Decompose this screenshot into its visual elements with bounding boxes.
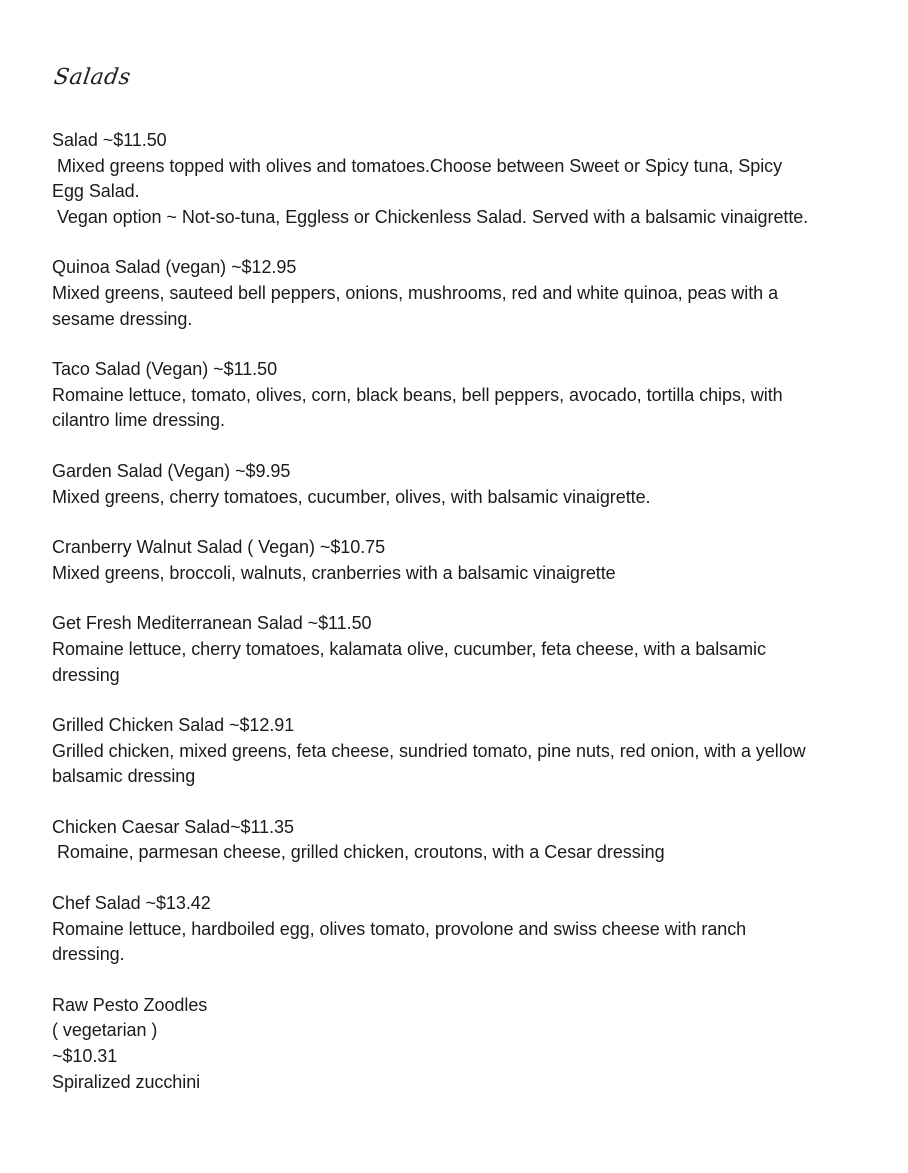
menu-item	[52, 535, 882, 586]
item-name: Salad ~$11.50	[52, 130, 167, 150]
menu-list	[52, 128, 882, 1120]
item-name: Quinoa Salad (vegan) ~$12.95	[52, 257, 297, 278]
menu-item	[52, 713, 882, 790]
item-description-line: Mixed greens topped with olives and tomatoes.Choose between Sweet or Spicy tuna, Spicy	[52, 155, 783, 176]
menu-item	[52, 255, 882, 332]
item-name: Cranberry Walnut Salad ( Vegan) ~$10.75	[52, 537, 386, 558]
item-name: Get Fresh Mediterranean Salad ~$11.50	[52, 613, 372, 634]
menu-item	[52, 128, 882, 230]
item-description-line: Spiralized zucchini	[52, 1071, 201, 1092]
item-description-line: ~$10.31	[52, 1046, 118, 1067]
item-description-line: Mixed greens, broccoli, walnuts, cranberries with a balsamic vinaigrette	[52, 562, 616, 583]
item-name: Taco Salad (Vegan) ~$11.50	[52, 359, 278, 380]
item-description-line: Romaine lettuce, tomato, olives, corn, black beans, bell peppers, avocado, tortilla chips, with	[52, 384, 783, 405]
item-description-line: Romaine lettuce, hardboiled egg, olives tomato, provolone and swiss cheese with ranch	[52, 918, 747, 939]
menu-item	[52, 815, 882, 866]
item-description-line: Egg Salad.	[52, 181, 140, 202]
item-name: Grilled Chicken Salad ~$12.91	[52, 715, 295, 736]
item-description-line: ( vegetarian )	[52, 1020, 158, 1041]
item-description-line: Mixed greens, cherry tomatoes, cucumber, olives, with balsamic vinaigrette.	[52, 486, 651, 507]
menu-item	[52, 357, 882, 434]
item-description-line: dressing.	[52, 944, 125, 965]
item-description-line: balsamic dressing	[52, 766, 196, 787]
item-name: Chef Salad ~$13.42	[52, 893, 211, 914]
item-name: Garden Salad (Vegan) ~$9.95	[52, 460, 291, 481]
menu-item	[52, 611, 882, 688]
item-description-line: Vegan option ~ Not-so-tuna, Eggless or Chickenless Salad. Served with a balsamic vinaigrette.	[52, 206, 809, 227]
menu-item	[52, 891, 882, 968]
item-description-line: Mixed greens, sauteed bell peppers, onions, mushrooms, red and white quinoa, peas with a	[52, 282, 779, 303]
item-description-line: cilantro lime dressing.	[52, 410, 225, 431]
section-title: Salads	[52, 64, 133, 90]
item-description-line: Romaine, parmesan cheese, grilled chicken, croutons, with a Cesar dressing	[52, 842, 665, 863]
menu-item	[52, 993, 882, 1095]
item-description-line: dressing	[52, 664, 120, 685]
item-description-line: sesame dressing.	[52, 308, 193, 329]
item-description-line: Grilled chicken, mixed greens, feta cheese, sundried tomato, pine nuts, red onion, with a yellow	[52, 740, 806, 761]
item-description-line: Romaine lettuce, cherry tomatoes, kalamata olive, cucumber, feta cheese, with a balsamic	[52, 638, 766, 659]
menu-item	[52, 459, 882, 510]
item-name: Raw Pesto Zoodles	[52, 994, 208, 1015]
item-name: Chicken Caesar Salad~$11.35	[52, 816, 294, 837]
